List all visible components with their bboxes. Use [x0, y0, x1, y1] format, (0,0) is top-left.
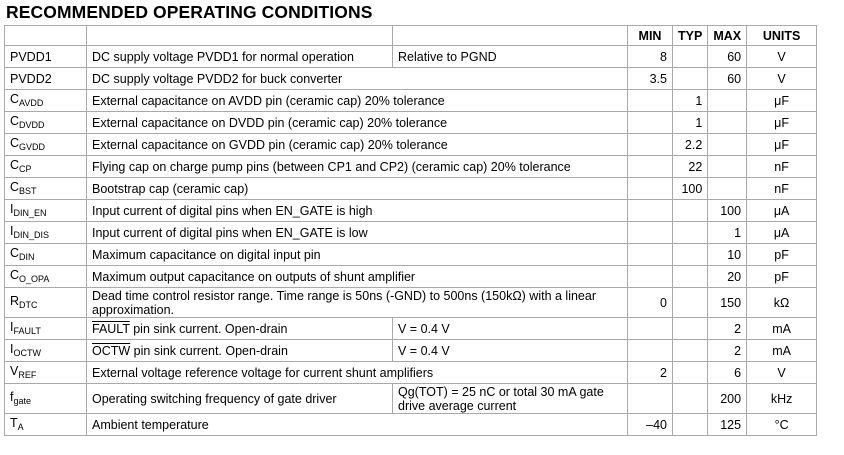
param-symbol: $T_A$ — [5, 414, 87, 436]
param-unit: μF — [747, 134, 817, 156]
page-title: RECOMMENDED OPERATING CONDITIONS — [6, 2, 373, 22]
param-max: 6 — [708, 362, 747, 384]
param-unit: kΩ — [747, 288, 817, 318]
table-row — [5, 178, 817, 200]
param-unit: pF — [747, 266, 817, 288]
table-row — [5, 134, 817, 156]
param-description: DC supply voltage PVDD1 for normal operation — [87, 46, 393, 68]
param-condition: Qg(TOT) = 25 nC or total 30 mA gate drive average current — [393, 384, 628, 414]
param-description: Operating switching frequency of gate driver — [87, 384, 393, 414]
param-min — [628, 384, 673, 414]
param-typ: 1 — [673, 90, 708, 112]
table-row — [5, 46, 817, 68]
param-typ — [673, 68, 708, 90]
param-description: External capacitance on DVDD pin (ceramic cap) 20% tolerance — [87, 112, 628, 134]
param-symbol: PVDD1 — [5, 46, 87, 68]
param-max: 20 — [708, 266, 747, 288]
param-description: DC supply voltage PVDD2 for buck converter — [87, 68, 628, 90]
param-min — [628, 244, 673, 266]
param-max — [708, 156, 747, 178]
param-max: 2 — [708, 340, 747, 362]
param-typ — [673, 222, 708, 244]
param-symbol: $R_{DTC}$ — [5, 288, 87, 318]
table-row — [5, 362, 817, 384]
param-unit: pF — [747, 244, 817, 266]
param-description: Maximum capacitance on digital input pin — [87, 244, 628, 266]
param-condition: Relative to PGND — [393, 46, 628, 68]
param-description: Flying cap on charge pump pins (between CP1 and CP2) (ceramic cap) 20% tolerance — [87, 156, 628, 178]
param-description: Ambient temperature — [87, 414, 628, 436]
param-description: OCTW pin sink current. Open-drain — [87, 340, 393, 362]
param-max: 200 — [708, 384, 747, 414]
param-min — [628, 340, 673, 362]
param-unit: μF — [747, 112, 817, 134]
param-description: External capacitance on GVDD pin (ceramic cap) 20% tolerance — [87, 134, 628, 156]
param-symbol: $C_{DIN}$ — [5, 244, 87, 266]
param-max: 10 — [708, 244, 747, 266]
param-typ — [673, 244, 708, 266]
param-unit: V — [747, 68, 817, 90]
param-symbol: $f_{gate}$ — [5, 384, 87, 414]
param-max — [708, 134, 747, 156]
param-description: External voltage reference voltage for current shunt amplifiers — [87, 362, 628, 384]
table-row — [5, 340, 817, 362]
param-max: 100 — [708, 200, 747, 222]
param-symbol: $I_{DIN\_EN}$ — [5, 200, 87, 222]
param-symbol: $C_{BST}$ — [5, 178, 87, 200]
param-unit: V — [747, 46, 817, 68]
header-typ: TYP — [673, 26, 708, 46]
param-min — [628, 134, 673, 156]
param-symbol: $C_{GVDD}$ — [5, 134, 87, 156]
param-symbol: $C_{AVDD}$ — [5, 90, 87, 112]
param-min — [628, 200, 673, 222]
param-unit: °C — [747, 414, 817, 436]
table-row — [5, 384, 817, 414]
param-max: 60 — [708, 46, 747, 68]
param-typ — [673, 384, 708, 414]
table-row — [5, 318, 817, 340]
param-min: 3.5 — [628, 68, 673, 90]
param-typ — [673, 318, 708, 340]
param-description: FAULT pin sink current. Open-drain — [87, 318, 393, 340]
param-symbol: $V_{REF}$ — [5, 362, 87, 384]
param-symbol: $C_{CP}$ — [5, 156, 87, 178]
table-row — [5, 266, 817, 288]
param-condition: V = 0.4 V — [393, 318, 628, 340]
param-symbol: PVDD2 — [5, 68, 87, 90]
table-row — [5, 288, 817, 318]
param-max: 60 — [708, 68, 747, 90]
param-condition: V = 0.4 V — [393, 340, 628, 362]
param-unit: nF — [747, 178, 817, 200]
operating-conditions-table — [4, 25, 817, 436]
param-unit: mA — [747, 318, 817, 340]
param-description: Maximum output capacitance on outputs of shunt amplifier — [87, 266, 628, 288]
param-description: Input current of digital pins when EN_GATE is high — [87, 200, 628, 222]
table-row — [5, 68, 817, 90]
param-unit: mA — [747, 340, 817, 362]
table-row — [5, 222, 817, 244]
param-max: 125 — [708, 414, 747, 436]
param-typ — [673, 340, 708, 362]
param-min: 2 — [628, 362, 673, 384]
param-unit: μF — [747, 90, 817, 112]
table-row — [5, 112, 817, 134]
table-row — [5, 90, 817, 112]
param-symbol: $C_{DVDD}$ — [5, 112, 87, 134]
table-row — [5, 156, 817, 178]
param-symbol: $I_{FAULT}$ — [5, 318, 87, 340]
param-unit: μA — [747, 200, 817, 222]
param-unit: nF — [747, 156, 817, 178]
param-typ: 1 — [673, 112, 708, 134]
table-row — [5, 200, 817, 222]
param-unit: V — [747, 362, 817, 384]
param-min — [628, 156, 673, 178]
param-typ: 100 — [673, 178, 708, 200]
header-units: UNITS — [747, 26, 817, 46]
param-max: 1 — [708, 222, 747, 244]
param-max: 150 — [708, 288, 747, 318]
table-header-row — [5, 26, 817, 46]
param-typ — [673, 266, 708, 288]
param-unit: kHz — [747, 384, 817, 414]
param-typ — [673, 414, 708, 436]
table-row — [5, 244, 817, 266]
table-row — [5, 414, 817, 436]
param-typ — [673, 362, 708, 384]
param-min — [628, 222, 673, 244]
param-max — [708, 112, 747, 134]
param-typ — [673, 200, 708, 222]
param-description: Dead time control resistor range. Time range is 50ns (-GND) to 500ns (150kΩ) with a linear approximation. — [87, 288, 628, 318]
param-max: 2 — [708, 318, 747, 340]
param-min — [628, 90, 673, 112]
param-min — [628, 318, 673, 340]
param-typ: 2.2 — [673, 134, 708, 156]
param-min — [628, 178, 673, 200]
param-symbol: $I_{DIN\_DIS}$ — [5, 222, 87, 244]
param-description: External capacitance on AVDD pin (ceramic cap) 20% tolerance — [87, 90, 628, 112]
param-max — [708, 178, 747, 200]
param-description: Input current of digital pins when EN_GATE is low — [87, 222, 628, 244]
param-max — [708, 90, 747, 112]
param-description: Bootstrap cap (ceramic cap) — [87, 178, 628, 200]
header-max: MAX — [708, 26, 747, 46]
param-min: –40 — [628, 414, 673, 436]
param-typ — [673, 288, 708, 318]
param-min: 8 — [628, 46, 673, 68]
param-min — [628, 112, 673, 134]
header-min: MIN — [628, 26, 673, 46]
param-unit: μA — [747, 222, 817, 244]
param-symbol: $I_{OCTW}$ — [5, 340, 87, 362]
param-typ — [673, 46, 708, 68]
param-min: 0 — [628, 288, 673, 318]
param-typ: 22 — [673, 156, 708, 178]
param-min — [628, 266, 673, 288]
param-symbol: $C_{O\_OPA}$ — [5, 266, 87, 288]
